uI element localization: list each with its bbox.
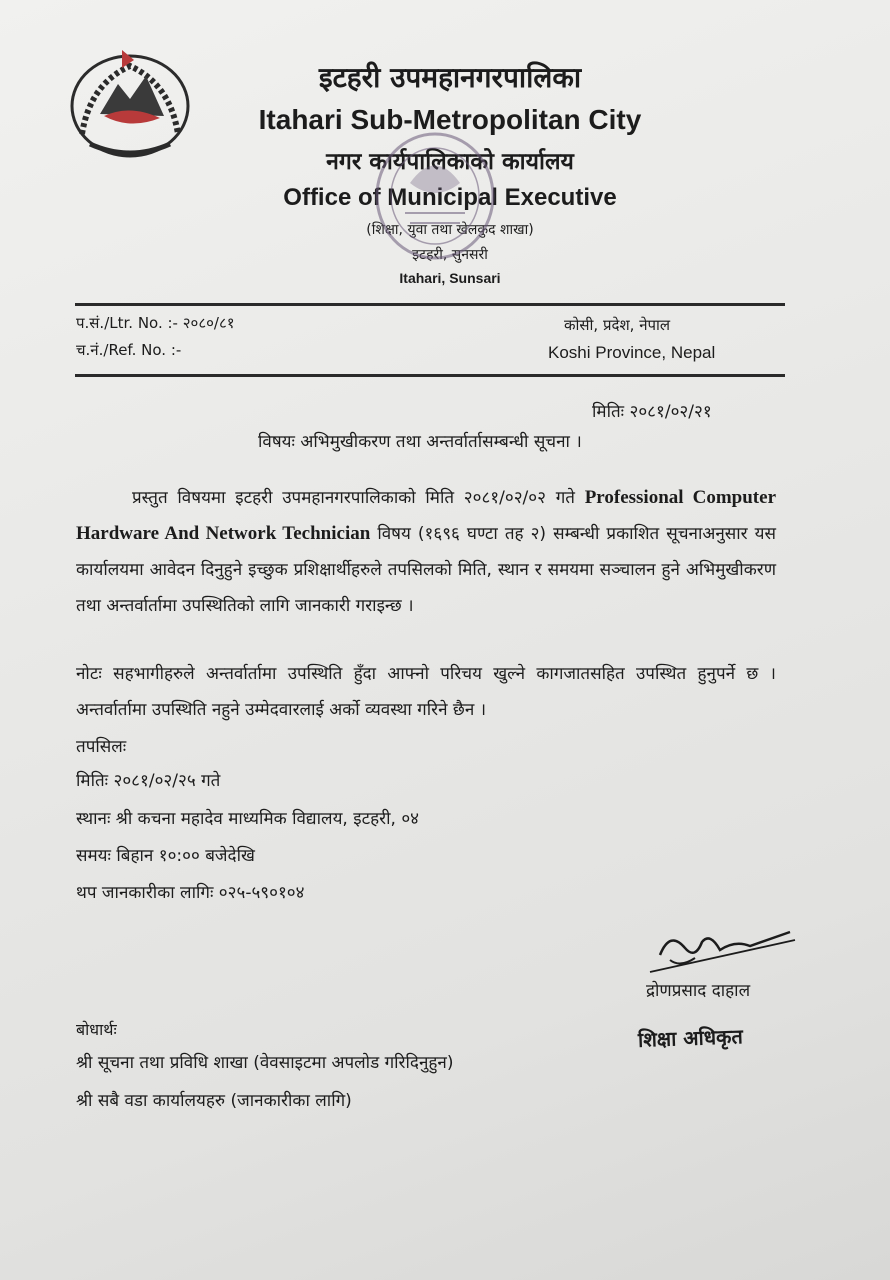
signatory-name: द्रोणप्रसाद दाहाल (646, 981, 751, 1001)
body-main: विषय (१६९६ घण्टा तह २) सम्बन्धी प्रकाशित सूचनाअनुसार यस कार्यालयमा आवेदन दिनुहुने इच्छुक प्रशिक्षार्थीहरुले तपसिलको मिति, स्थान र समयमा सञ्चालन हुने अभिमुखीकरण तथा अन्तर्वार्तामा उपस्थितिको लागि जानकारी गराइन्छ । (76, 524, 776, 616)
body-paragraph (76, 480, 776, 624)
municipality-name-english: Itahari Sub-Metropolitan City (258, 104, 642, 135)
letter-subject: विषयः अभिमुखीकरण तथा अन्तर्वार्तासम्बन्धी सूचना । (258, 432, 582, 452)
office-stamp (370, 128, 500, 263)
letter-number: प.सं./Ltr. No. :- २०८०/८१ (76, 314, 235, 332)
office-name-nepali: नगर कार्यपालिकाको कार्यालय (326, 149, 574, 175)
province-english: Koshi Province, Nepal (548, 343, 716, 362)
header-divider-top (75, 303, 785, 306)
reference-number: च.नं./Ref. No. :- (76, 341, 182, 359)
municipality-emblem (60, 44, 200, 164)
course-name: Professional Computer Hardware And Network Technician (76, 487, 777, 544)
location-nepali: इटहरी, सुनसरी (412, 247, 488, 263)
interview-date: मितिः २०८१/०२/२५ गते (76, 771, 221, 791)
office-name-english: Office of Municipal Executive (283, 184, 617, 211)
location-english: Itahari, Sunsari (399, 270, 501, 286)
header-divider-bottom (75, 374, 785, 377)
municipality-name-nepali: इटहरी उपमहानगरपालिका (318, 61, 582, 94)
cc-item: श्री सूचना तथा प्रविधि शाखा (वेवसाइटमा अपलोड गरिदिनुहुन) (76, 1053, 454, 1073)
details-heading: तपसिलः (76, 737, 127, 757)
province-nepali: कोसी, प्रदेश, नेपाल (564, 316, 671, 334)
body-intro: प्रस्तुत विषयमा इटहरी उपमहानगरपालिकाको मिति २०८१/०२/०२ गते (132, 488, 575, 508)
section-name: (शिक्षा, युवा तथा खेलकुद शाखा) (366, 222, 534, 238)
interview-place: स्थानः श्री कचना महादेव माध्यमिक विद्यालय, इटहरी, ०४ (76, 809, 420, 829)
letter-date: मितिः २०८१/०२/२१ (592, 402, 712, 422)
signatory-title: शिक्षा अधिकृत (637, 1024, 744, 1052)
cc-item: श्री सबै वडा कार्यालयहरु (जानकारीका लागि) (76, 1091, 352, 1111)
cc-heading: बोधार्थः (76, 1020, 117, 1039)
note-paragraph: नोटः सहभागीहरुले अन्तर्वार्तामा उपस्थिति हुँदा आफ्नो परिचय खुल्ने कागजातसहित उपस्थित हुनुपर्ने छ । अन्तर्वार्तामा उपस्थिति नहुने उम्मेदवारलाई अर्को व्यवस्था गरिने छैन । (76, 664, 776, 720)
contact-info: थप जानकारीका लागिः ०२५-५९०१०४ (76, 883, 305, 903)
interview-time: समयः बिहान १०:०० बजेदेखि (76, 846, 255, 866)
signature (640, 920, 800, 980)
